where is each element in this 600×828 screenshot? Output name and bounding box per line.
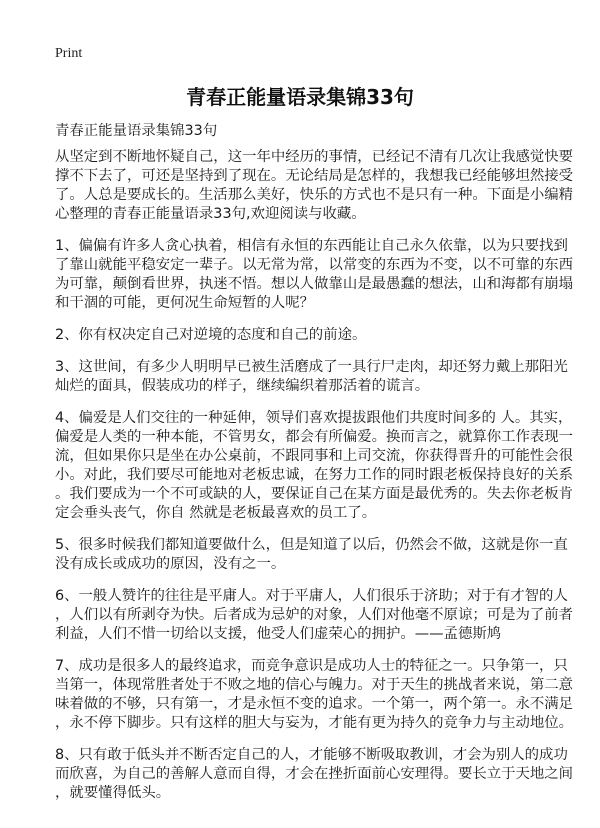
paragraph-line: 1、偏偏有许多人贪心执着，相信有永恒的东西能让自己永久依靠，以为只要找到	[55, 238, 568, 254]
paragraph-line: ，人们以有所剥夺为快。后者成为忌妒的对象，人们对他毫不原谅；可是为了前者	[55, 607, 574, 623]
paragraph-line: 没有成长或成功的原因，没有之一。	[55, 556, 286, 572]
paragraph-line: 当第一，体现常胜者处于不败之地的信心与魄力。对于天生的挑战者来说，第二意	[55, 677, 574, 693]
paragraph	[55, 409, 585, 523]
document-body	[55, 148, 585, 816]
paragraph	[55, 657, 585, 733]
paragraph-line: 撑不下去了，可还是坚持到了现在。无论结局是怎样的，我想我已经能够坦然接受	[55, 168, 574, 184]
paragraph-line: 为可靠，颠倒看世界，执迷不悟。想以人做靠山是最愚蠢的想法，山和海都有崩塌	[55, 276, 574, 292]
paragraph-line: 了。人总是要成长的。生活那么美好，快乐的方式也不是只有一种。下面是小编精	[55, 187, 574, 203]
paragraph	[55, 148, 585, 224]
paragraph-line: 了靠山就能平稳安定一辈子。以无常为常，以常变的东西为不变，以不可靠的东西	[55, 257, 574, 273]
paragraph-line: 定会垂头丧气，你自 然就是老板最喜欢的员工了。	[55, 505, 377, 521]
paragraph	[55, 587, 585, 644]
paragraph-line: ，就要懂得低头。	[55, 785, 171, 801]
paragraph-line: 。我们要成为一个不可或缺的人，要保证自己在某方面是最优秀的。失去你老板肯	[55, 486, 574, 502]
paragraph-line: 5、很多时候我们都知道要做什么，但是知道了以后，仍然会不做，这就是你一直	[55, 537, 568, 553]
paragraph	[55, 237, 585, 313]
paragraph-line: 8、只有敢于低头并不断否定自己的人，才能够不断吸取教训，才会为别人的成功	[55, 747, 568, 763]
paragraph-line: 而欣喜，为自己的善解人意而自得，才会在挫折面前心安理得。要长立于天地之间	[55, 766, 574, 782]
paragraph-line: 利益，人们不惜一切给以支援，他受人们虚荣心的拥护。——孟德斯鸠	[55, 626, 502, 642]
paragraph-line: ，永不停下脚步。只有这样的胆大与妄为，才能有更为持久的竞争力与主动地位。	[55, 715, 574, 731]
paragraph-line: 7、成功是很多人的最终追求，而竞争意识是成功人士的特征之一。只争第一，只	[55, 658, 568, 674]
print-link[interactable]: Print	[55, 46, 83, 61]
paragraph-line: 灿烂的面具，假装成功的样子，继续编织着那活着的谎言。	[55, 378, 430, 394]
paragraph-line: 和干涸的可能，更何况生命短暂的人呢？	[55, 295, 315, 311]
paragraph-line: 4、偏爱是人们交往的一种延伸，领导们喜欢提拔跟他们共度时间多的 人。其实，	[55, 410, 573, 426]
paragraph-line: 小。对此，我们要尽可能地对老板忠诚，在努力工作的同时跟老板保持良好的关系	[55, 467, 574, 483]
paragraph	[55, 746, 585, 803]
paragraph	[55, 326, 585, 345]
paragraph	[55, 358, 585, 396]
paragraph	[55, 536, 585, 574]
document-subtitle: 青春正能量语录集锦33句	[55, 123, 218, 139]
paragraph-line: 3、这世间，有多少人明明早已被生活磨成了一具行尸走肉，却还努力戴上那阳光	[55, 359, 568, 375]
paragraph-line: 味着做的不够，只有第一，才是永恒不变的追求。一个第一，两个第一。永不满足	[55, 696, 574, 712]
document-title: 青春正能量语录集锦33句	[186, 85, 414, 109]
paragraph-line: 心整理的青春正能量语录33句,欢迎阅读与收藏。	[55, 206, 366, 222]
paragraph-line: 偏爱是人类的一种本能，不管男女，都会有所偏爱。换而言之，就算你工作表现一	[55, 429, 574, 445]
paragraph-line: 从坚定到不断地怀疑自己，这一年中经历的事情，已经记不清有几次让我感觉快要	[55, 149, 574, 165]
paragraph-line: 2、你有权决定自己对逆境的态度和自己的前途。	[55, 327, 367, 343]
paragraph-line: 流，但如果你只是坐在办公桌前，不跟同事和上司交流，你获得晋升的可能性会很	[55, 448, 574, 464]
paragraph-line: 6、一般人赞许的往往是平庸人。对于平庸人，人们很乐于济助；对于有才智的人	[55, 588, 568, 604]
